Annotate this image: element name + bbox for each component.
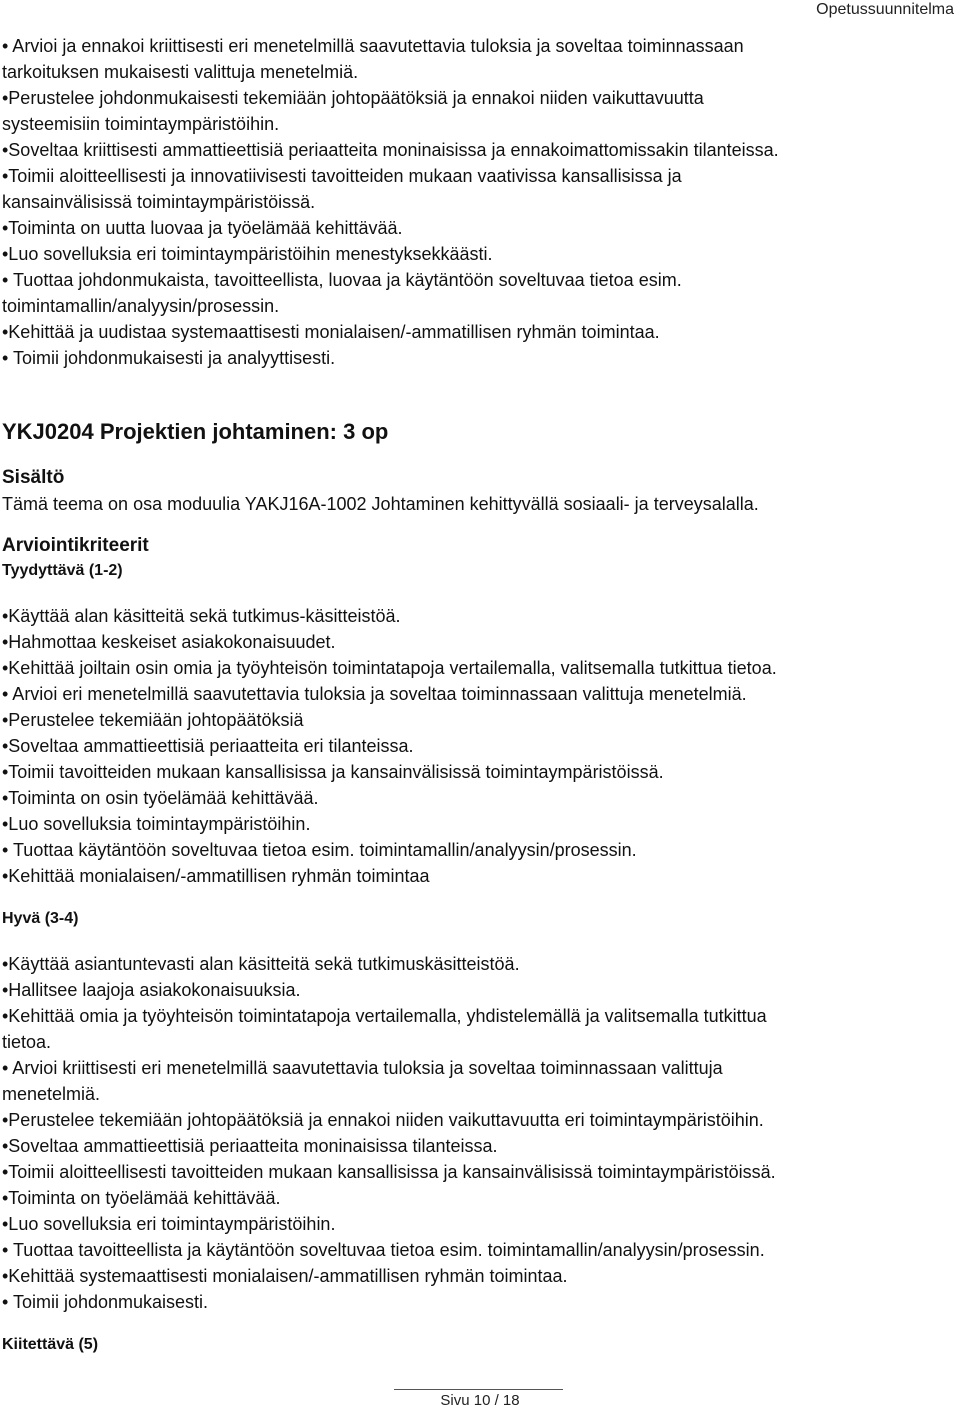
footer-divider	[394, 1389, 563, 1390]
list-item: • Arvioi kriittisesti eri menetelmillä saavutettavia tuloksia ja soveltaa toiminnassaan valittuja	[2, 1058, 723, 1078]
list-item: •Hahmottaa keskeiset asiakokonaisuudet.	[2, 632, 336, 652]
list-item: • Toimii johdonmukaisesti ja analyyttisesti.	[2, 348, 336, 368]
list-item: •Perustelee johdonmukaisesti tekemiään johtopäätöksiä ja ennakoi niiden vaikuttavuutta	[2, 88, 704, 108]
list-item: •Kehittää systemaattisesti monialaisen/-ammatillisen ryhmän toimintaa.	[2, 1266, 568, 1286]
level-heading-satisfactory: Tyydyttävä (1-2)	[2, 562, 123, 579]
top-bullet-list	[2, 33, 952, 371]
list-item: •Kehittää joiltain osin omia ja työyhteisön toimintatapoja vertailemalla, valitsemalla tutkittua tietoa.	[2, 658, 777, 678]
list-item: kansainvälisissä toimintaympäristöissä.	[2, 192, 316, 212]
criteria-heading: Arviointikriteerit	[2, 535, 149, 556]
list-item: tarkoituksen mukaisesti valittuja menetelmiä.	[2, 62, 359, 82]
list-item: •Toimii aloitteellisesti tavoitteiden mukaan kansallisissa ja kansainvälisissä toimintaympäristöissä.	[2, 1162, 776, 1182]
list-item: • Tuottaa käytäntöön soveltuvaa tietoa esim. toimintamallin/analyysin/prosessin.	[2, 840, 637, 860]
list-item: •Soveltaa kriittisesti ammattieettisiä periaatteita moninaisissa ja ennakoimattomissakin tilanteissa.	[2, 140, 779, 160]
list-item: •Luo sovelluksia eri toimintaympäristöihin menestyksekkäästi.	[2, 244, 493, 264]
list-item: •Käyttää alan käsitteitä sekä tutkimus-käsitteistöä.	[2, 606, 401, 626]
list-item: systeemisiin toimintaympäristöihin.	[2, 114, 280, 134]
list-item: •Käyttää asiantuntevasti alan käsitteitä sekä tutkimuskäsitteistöä.	[2, 954, 520, 974]
list-item: •Perustelee tekemiään johtopäätöksiä ja ennakoi niiden vaikuttavuutta eri toimintaympäristöihin.	[2, 1110, 764, 1130]
content-text: Tämä teema on osa moduulia YAKJ16A-1002 Johtaminen kehittyvällä sosiaali- ja terveysalalla.	[2, 494, 759, 514]
list-item: • Arvioi eri menetelmillä saavutettavia tuloksia ja soveltaa toiminnassaan valittuja menetelmiä.	[2, 684, 747, 704]
course-title: YKJ0204 Projektien johtaminen: 3 op	[2, 419, 389, 444]
page-header: Opetussuunnitelma	[816, 1, 954, 18]
page-number: Sivu 10 / 18	[440, 1392, 520, 1409]
list-item: •Perustelee tekemiään johtopäätöksiä	[2, 710, 304, 730]
list-item: •Kehittää ja uudistaa systemaattisesti monialaisen/-ammatillisen ryhmän toimintaa.	[2, 322, 660, 342]
list-item: menetelmiä.	[2, 1084, 101, 1104]
satisfactory-criteria-list	[2, 603, 952, 889]
list-item: •Kehittää omia ja työyhteisön toimintatapoja vertailemalla, yhdistelemällä ja valitsemalla tutkittua	[2, 1006, 767, 1026]
list-item: •Toiminta on työelämää kehittävää.	[2, 1188, 281, 1208]
list-item: •Luo sovelluksia toimintaympäristöihin.	[2, 814, 311, 834]
level-heading-excellent: Kiitettävä (5)	[2, 1336, 99, 1353]
list-item: • Arvioi ja ennakoi kriittisesti eri menetelmillä saavutettavia tuloksia ja soveltaa toiminnassaan	[2, 36, 744, 56]
list-item: •Toiminta on osin työelämää kehittävää.	[2, 788, 319, 808]
list-item: •Soveltaa ammattieettisiä periaatteita moninaisissa tilanteissa.	[2, 1136, 498, 1156]
list-item: tietoa.	[2, 1032, 52, 1052]
document-content	[2, 33, 952, 1357]
level-heading-good: Hyvä (3-4)	[2, 910, 79, 927]
good-criteria-list	[2, 951, 952, 1315]
list-item: • Toimii johdonmukaisesti.	[2, 1292, 209, 1312]
list-item: •Toimii aloitteellisesti ja innovatiivisesti tavoitteiden mukaan vaativissa kansallisissa ja	[2, 166, 682, 186]
list-item: toimintamallin/analyysin/prosessin.	[2, 296, 280, 316]
list-item: •Luo sovelluksia eri toimintaympäristöihin.	[2, 1214, 336, 1234]
list-item: •Toimii tavoitteiden mukaan kansallisissa ja kansainvälisissä toimintaympäristöissä.	[2, 762, 664, 782]
list-item: •Toiminta on uutta luovaa ja työelämää kehittävää.	[2, 218, 403, 238]
list-item: •Kehittää monialaisen/-ammatillisen ryhmän toimintaa	[2, 866, 430, 886]
list-item: •Hallitsee laajoja asiakokonaisuuksia.	[2, 980, 301, 1000]
list-item: • Tuottaa tavoitteellista ja käytäntöön soveltuvaa tietoa esim. toimintamallin/analyysin/prosessin.	[2, 1240, 765, 1260]
list-item: • Tuottaa johdonmukaista, tavoitteellista, luovaa ja käytäntöön soveltuvaa tietoa esim.	[2, 270, 682, 290]
list-item: •Soveltaa ammattieettisiä periaatteita eri tilanteissa.	[2, 736, 414, 756]
content-heading: Sisältö	[2, 467, 65, 488]
